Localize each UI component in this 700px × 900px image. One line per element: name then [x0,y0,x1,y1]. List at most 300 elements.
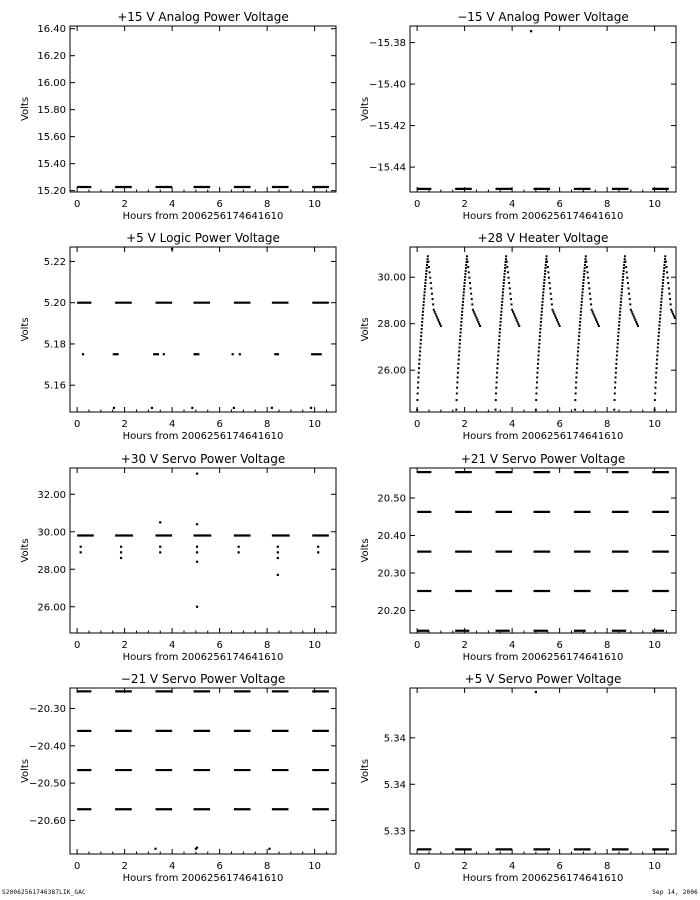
data-point [422,311,424,313]
data-point [540,317,542,319]
data-point [575,392,577,394]
data-point [670,303,672,305]
data-point [498,347,500,349]
data-point [541,304,543,306]
data-point [456,399,458,401]
data-point [426,264,428,266]
data-point [582,282,584,284]
data-point [540,321,542,323]
data-point [663,267,665,269]
data-point [577,347,579,349]
data-point [669,298,671,300]
data-point [501,298,503,300]
footer-date: Sep 14, 2006 [652,889,698,896]
data-point [464,273,466,275]
plot-frame [70,468,336,633]
data-point [196,551,198,553]
x-tick-label: 10 [648,199,661,210]
data-point [621,291,623,293]
data-point [430,287,432,289]
data-point [417,392,419,394]
y-tick-label: −15.42 [368,121,406,133]
data-point [239,353,241,355]
data-point [551,303,553,305]
data-point [587,271,589,273]
data-point [497,363,499,365]
data-point [585,261,587,263]
data-point [616,359,618,361]
data-point [589,293,591,295]
chart-title: +15 V Analog Power Voltage [117,10,289,24]
data-point [584,258,586,260]
data-point [588,282,590,284]
data-point [618,332,620,334]
data-point [617,343,619,345]
y-axis-label: Volts [20,96,31,122]
data-point [503,282,505,284]
y-tick-label: 28.00 [377,319,406,331]
data-point [590,298,592,300]
data-point [546,261,548,263]
chart-panel-4 [360,231,676,442]
data-point [618,324,620,326]
data-point [424,285,426,287]
y-tick-label: 20.50 [377,493,406,505]
data-point [475,315,477,317]
x-axis-label: Hours from 2006256174641610 [122,873,284,884]
data-point [541,307,543,309]
data-point [576,372,578,374]
plot-frame [410,688,676,854]
data-point [515,317,517,319]
data-point [463,294,465,296]
data-point [468,271,470,273]
data-point [673,315,675,317]
y-tick-label: 28.00 [37,564,66,576]
x-tick-label: 4 [168,199,176,210]
data-point [581,301,583,303]
data-point [585,255,587,257]
data-point [660,307,662,309]
data-point [633,317,635,319]
chart-panel-8 [360,672,676,884]
data-point [620,298,622,300]
data-point [471,303,473,305]
data-point [660,301,662,303]
x-tick-label: 6 [216,199,223,210]
data-point [535,409,537,411]
data-point [654,399,656,401]
data-point [437,319,439,321]
y-tick-label: 5.18 [43,339,66,351]
data-point [619,314,621,316]
y-axis-label: Volts [360,758,371,784]
data-point [580,304,582,306]
data-point [622,276,624,278]
data-point [418,372,420,374]
data-point [470,287,472,289]
data-point [496,376,498,378]
data-point [464,279,466,281]
data-point [434,311,436,313]
data-point [614,387,616,389]
data-point [502,288,504,290]
data-point [423,298,425,300]
data-point [542,291,544,293]
x-axis-label: Hours from 2006256174641610 [122,652,284,663]
data-point [495,392,497,394]
data-point [497,359,499,361]
data-point [277,557,279,559]
x-tick-label: 10 [648,419,661,430]
data-point [549,282,551,284]
data-point [618,321,620,323]
data-point [425,270,427,272]
x-tick-label: 2 [121,861,128,872]
chart-title: +30 V Servo Power Voltage [120,452,286,466]
data-point [665,261,667,263]
data-point [540,314,542,316]
data-point [463,291,465,293]
data-point [120,546,122,548]
y-tick-label: 5.34 [383,733,406,745]
x-axis-label: Hours from 2006256174641610 [122,431,284,442]
data-point [625,266,627,268]
data-point [420,343,422,345]
data-point [417,376,419,378]
data-point [517,323,519,325]
data-point [423,304,425,306]
data-point [504,273,506,275]
data-point [462,304,464,306]
y-tick-label: 5.20 [43,298,66,310]
data-point [460,332,462,334]
data-point [575,387,577,389]
data-point [590,303,592,305]
data-point [542,298,544,300]
data-point [658,332,660,334]
x-tick-label: 6 [556,640,563,651]
data-point [544,276,546,278]
data-point [464,282,466,284]
data-point [458,350,460,352]
data-point [500,311,502,313]
data-point [630,309,632,311]
data-point [455,409,457,411]
data-point [578,335,580,337]
data-point [120,551,122,553]
data-point [509,293,511,295]
chart-panel-5 [20,452,336,663]
data-point [501,304,503,306]
data-point [674,317,676,319]
x-tick-label: 6 [216,640,223,651]
data-point [159,546,161,548]
data-point [427,255,429,257]
data-point [616,350,618,352]
x-tick-label: 8 [263,419,271,430]
data-point [82,353,84,355]
x-axis-label: Hours from 2006256174641610 [462,211,624,222]
data-point [425,273,427,275]
data-point [232,353,234,355]
y-axis-label: Volts [20,317,31,342]
data-point [154,848,156,850]
data-point [465,270,467,272]
data-point [238,546,240,548]
data-point [657,343,659,345]
data-point [429,277,431,279]
data-point [459,347,461,349]
data-point [196,606,198,608]
data-point [497,350,499,352]
data-point [613,409,615,411]
data-point [555,317,557,319]
data-point [656,363,658,365]
data-point [465,264,467,266]
data-point [622,273,624,275]
data-point [459,339,461,341]
data-point [456,387,458,389]
data-point [657,350,659,352]
data-point [668,287,670,289]
data-point [498,343,500,345]
data-point [667,282,669,284]
data-point [461,311,463,313]
data-point [419,354,421,356]
x-tick-label: 0 [413,419,421,430]
data-point [536,381,538,383]
data-point [421,328,423,330]
data-point [421,321,423,323]
x-tick-label: 4 [508,419,516,430]
data-point [659,317,661,319]
data-point [658,324,660,326]
data-point [556,319,558,321]
data-point [509,287,511,289]
x-tick-label: 2 [461,419,468,430]
data-point [421,317,423,319]
footer-filename: S20062561746387LIK_GAC [2,889,86,896]
y-tick-label: 16.00 [37,78,66,90]
x-tick-label: 8 [603,199,611,210]
data-point [663,270,665,272]
data-point [419,350,421,352]
data-point [420,335,422,337]
data-point [598,325,600,327]
data-point [538,354,540,356]
x-tick-label: 2 [121,419,128,430]
data-point [658,335,660,337]
chart-title: −15 V Analog Power Voltage [457,10,629,24]
data-point [634,319,636,321]
data-point [541,311,543,313]
data-point [625,261,627,263]
data-point [554,315,556,317]
data-point [466,255,468,257]
data-point [195,353,197,355]
data-point [465,267,467,269]
data-point [583,276,585,278]
data-point [621,285,623,287]
data-point [624,258,626,260]
data-point [558,323,560,325]
data-point [545,258,547,260]
data-point [504,264,506,266]
data-point [500,321,502,323]
data-point [546,255,548,257]
data-point [632,313,634,315]
data-point [505,255,507,257]
data-point [579,324,581,326]
data-point [196,523,198,525]
data-point [438,321,440,323]
data-point [233,407,235,409]
data-point [620,301,622,303]
data-point [479,325,481,327]
data-point [628,293,630,295]
data-point [666,271,668,273]
data-point [427,258,429,260]
y-tick-label: −15.40 [368,79,406,91]
data-point [587,277,589,279]
x-tick-label: 8 [263,199,271,210]
y-tick-label: 26.00 [377,365,406,377]
data-point [271,407,273,409]
data-point [113,407,115,409]
data-point [552,309,554,311]
data-point [462,298,464,300]
data-point [579,321,581,323]
data-point [662,285,664,287]
data-point [518,325,520,327]
x-axis-label: Hours from 2006256174641610 [462,431,624,442]
y-tick-label: 20.20 [377,606,406,617]
data-point [656,354,658,356]
data-point [530,30,532,32]
data-point [426,267,428,269]
data-point [672,313,674,315]
data-point [614,392,616,394]
data-point [582,288,584,290]
x-axis-label: Hours from 2006256174641610 [462,652,624,663]
data-point [550,293,552,295]
data-point [458,359,460,361]
y-tick-label: 5.34 [383,779,406,791]
data-point [542,301,544,303]
data-point [615,376,617,378]
data-point [626,271,628,273]
x-tick-label: 0 [73,640,81,651]
data-point [440,325,442,327]
data-point [543,285,545,287]
data-point [583,279,585,281]
x-tick-label: 10 [648,861,661,872]
x-axis-label: Hours from 2006256174641610 [122,211,284,222]
y-tick-label: −20.50 [28,778,66,790]
data-point [593,315,595,317]
data-point [671,311,673,313]
data-point [505,258,507,260]
data-point [544,267,546,269]
data-point [595,319,597,321]
data-point [430,282,432,284]
data-point [576,363,578,365]
data-point [416,409,418,411]
x-tick-label: 6 [556,419,563,430]
x-tick-label: 0 [73,419,81,430]
data-point [464,276,466,278]
data-point [470,293,472,295]
data-point [539,332,541,334]
plot-frame [410,247,676,412]
data-point [659,321,661,323]
data-point [656,359,658,361]
data-point [539,339,541,341]
chart-panel-3 [20,231,336,442]
x-tick-label: 10 [308,419,321,430]
chart-title: +5 V Servo Power Voltage [464,672,622,686]
data-point [654,392,656,394]
data-point [474,313,476,315]
data-point [196,561,198,563]
data-point [511,303,513,305]
data-point [535,691,537,693]
data-point [584,267,586,269]
y-tick-label: 26.00 [37,602,66,614]
y-tick-label: −15.38 [368,38,406,50]
data-point [420,332,422,334]
data-point [506,261,508,263]
data-point [663,273,665,275]
data-point [503,285,505,287]
data-point [159,521,161,523]
y-tick-label: 15.40 [37,159,66,171]
data-point [557,321,559,323]
data-point [547,271,549,273]
data-point [594,317,596,319]
y-tick-label: −20.60 [28,815,66,827]
x-tick-label: 8 [603,861,611,872]
data-point [427,261,429,263]
data-point [535,392,537,394]
data-point [473,311,475,313]
data-point [539,328,541,330]
data-point [577,350,579,352]
x-tick-label: 0 [73,861,81,872]
x-tick-label: 10 [308,199,321,210]
data-point [553,313,555,315]
data-point [631,311,633,313]
data-point [586,266,588,268]
data-point [504,267,506,269]
data-point [460,324,462,326]
data-point [582,285,584,287]
chart-panel-7 [20,672,336,884]
data-point [468,277,470,279]
data-point [429,271,431,273]
data-point [457,376,459,378]
x-tick-label: 0 [73,199,81,210]
data-point [496,372,498,374]
data-point [629,303,631,305]
data-point [151,407,153,409]
data-point [435,315,437,317]
data-point [499,332,501,334]
data-point [317,546,319,548]
x-tick-label: 8 [603,419,611,430]
data-point [514,315,516,317]
